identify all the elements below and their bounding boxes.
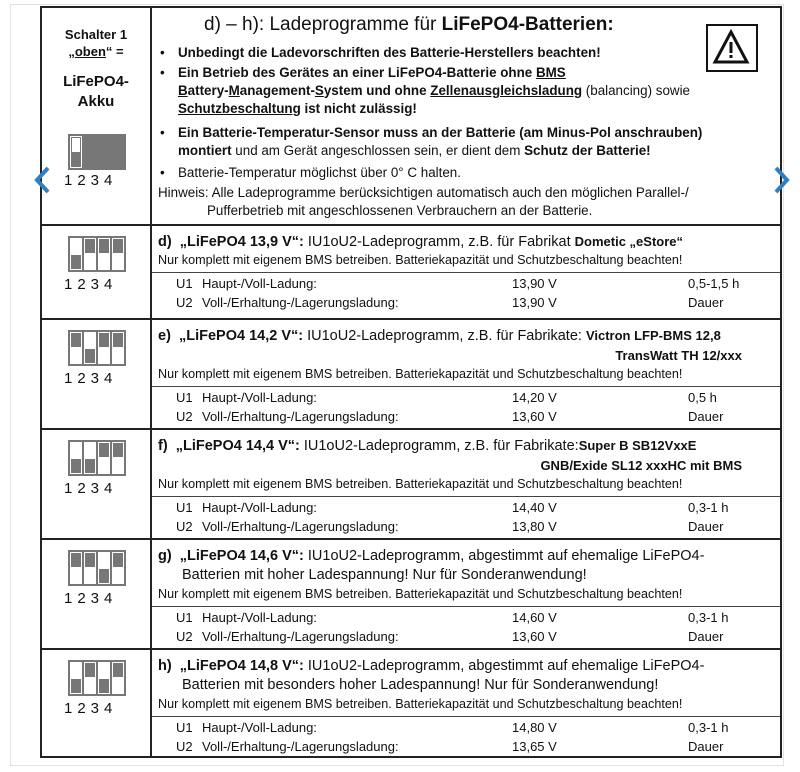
- charging-program-table: [40, 6, 782, 758]
- program-values-table: [152, 272, 780, 313]
- header-row: [42, 8, 780, 226]
- program-note: Nur komplett mit eigenem BMS betreiben. Batteriekapazität und Schutzbeschaltung beachten!: [158, 367, 683, 381]
- stage-duration: 0,3-1 h: [688, 610, 729, 625]
- stage-duration: Dauer: [688, 519, 724, 534]
- dip-cell: [112, 552, 124, 584]
- table-row: [152, 274, 780, 293]
- program-values-table: [152, 496, 780, 537]
- stage-duration: 0,3-1 h: [688, 720, 729, 735]
- program-note: Nur komplett mit eigenem BMS betreiben. Batteriekapazität und Schutzbeschaltung beachten!: [158, 253, 683, 267]
- dip-cell: [70, 552, 82, 584]
- program-desc-2: Batterien mit besonders hoher Ladespannung! Nur für Sonderanwendung!: [182, 677, 659, 693]
- program-content: [152, 320, 780, 428]
- table-row: [152, 517, 780, 536]
- stage-code: U2: [176, 519, 193, 534]
- dip-switch: [68, 236, 126, 272]
- program-content: [152, 540, 780, 648]
- table-row: [152, 388, 780, 407]
- dip-cell: [112, 136, 124, 168]
- stage-voltage: 13,60 V: [512, 629, 557, 644]
- table-row: [152, 498, 780, 517]
- program-note: Nur komplett mit eigenem BMS betreiben. Batteriekapazität und Schutzbeschaltung beachten!: [158, 477, 683, 491]
- dip-switch: [68, 440, 126, 476]
- dip-cell: [98, 662, 110, 694]
- chevron-left-icon[interactable]: [30, 160, 54, 200]
- table-row: [152, 407, 780, 426]
- stage-duration: 0,3-1 h: [688, 500, 729, 515]
- switch-column: [42, 8, 152, 224]
- hinweis-line-2: Pufferbetrieb mit angeschlossenen Verbrauchern an der Batterie.: [207, 203, 593, 218]
- dip-switch: [68, 660, 126, 696]
- dip-cell: [98, 552, 110, 584]
- dip-numbers: 1234: [64, 172, 118, 189]
- program-content: [152, 226, 780, 318]
- program-title: e) „LiFePO4 14,2 V“: IU1oU2-Ladeprogramm, z.B. für Fabrikate: Victron LFP-BMS 12,8: [158, 328, 721, 344]
- bullet-2: • Ein Betrieb des Gerätes an einer LiFePO4-Batterie ohne BMS Battery-Management-System und ohne Zellenausgleichsladung (balancing) sowie Schutzbeschaltung ist nicht zulässig!: [160, 65, 690, 116]
- dip-cell: [112, 662, 124, 694]
- dip-switch: [68, 134, 126, 170]
- table-row: [152, 627, 780, 646]
- dip-cell: [84, 442, 96, 474]
- dip-cell: [98, 136, 110, 168]
- stage-voltage: 14,80 V: [512, 720, 557, 735]
- dip-numbers: 1234: [64, 276, 118, 293]
- switch-column: [42, 320, 152, 428]
- dip-cell: [112, 332, 124, 364]
- dip-cell: [84, 332, 96, 364]
- stage-label: Haupt-/Voll-Ladung:: [202, 720, 317, 735]
- program-desc-2: Batterien mit hoher Ladespannung! Nur für Sonderanwendung!: [182, 567, 587, 583]
- program-note: Nur komplett mit eigenem BMS betreiben. Batteriekapazität und Schutzbeschaltung beachten!: [158, 587, 683, 601]
- chevron-right-icon[interactable]: [770, 160, 794, 200]
- dip-cell: [84, 662, 96, 694]
- dip-cell: [84, 238, 96, 270]
- stage-code: U1: [176, 276, 193, 291]
- header-content: [152, 8, 780, 224]
- dip-cell: [70, 662, 82, 694]
- stage-code: U1: [176, 610, 193, 625]
- stage-voltage: 14,20 V: [512, 390, 557, 405]
- switch-column: [42, 650, 152, 758]
- stage-label: Voll-/Erhaltung-/Lagerungsladung:: [202, 519, 399, 534]
- program-row: [42, 226, 780, 320]
- dip-cell: [70, 332, 82, 364]
- table-row: [152, 608, 780, 627]
- stage-label: Voll-/Erhaltung-/Lagerungsladung:: [202, 739, 399, 754]
- stage-voltage: 13,60 V: [512, 409, 557, 424]
- program-row: [42, 320, 780, 430]
- dip-cell: [112, 238, 124, 270]
- stage-code: U2: [176, 629, 193, 644]
- stage-duration: 0,5 h: [688, 390, 717, 405]
- dip-cell: [84, 552, 96, 584]
- dip-cell: [84, 136, 96, 168]
- program-note: Nur komplett mit eigenem BMS betreiben. Batteriekapazität und Schutzbeschaltung beachten!: [158, 697, 683, 711]
- program-row: [42, 650, 780, 758]
- program-content: [152, 650, 780, 758]
- program-title: g) „LiFePO4 14,6 V“: IU1oU2-Ladeprogramm, abgestimmt auf ehemalige LiFePO4-: [158, 548, 705, 564]
- stage-label: Haupt-/Voll-Ladung:: [202, 390, 317, 405]
- stage-voltage: 13,80 V: [512, 519, 557, 534]
- stage-label: Haupt-/Voll-Ladung:: [202, 610, 317, 625]
- dip-cell: [98, 332, 110, 364]
- dip-cell: [70, 442, 82, 474]
- stage-label: Haupt-/Voll-Ladung:: [202, 500, 317, 515]
- table-row: [152, 737, 780, 756]
- program-values-table: [152, 606, 780, 647]
- stage-code: U1: [176, 500, 193, 515]
- stage-voltage: 13,65 V: [512, 739, 557, 754]
- dip-cell: [98, 238, 110, 270]
- stage-duration: Dauer: [688, 295, 724, 310]
- switch-label: Schalter 1 „oben“ =: [64, 27, 128, 59]
- dip-cell: [70, 238, 82, 270]
- switch-column: [42, 226, 152, 318]
- stage-voltage: 14,60 V: [512, 610, 557, 625]
- stage-voltage: 14,40 V: [512, 500, 557, 515]
- stage-code: U1: [176, 390, 193, 405]
- dip-cell: [70, 136, 82, 168]
- program-title: d) „LiFePO4 13,9 V“: IU1oU2-Ladeprogramm, z.B. für Fabrikat Dometic „eStore“: [158, 234, 684, 250]
- program-row: [42, 430, 780, 540]
- akku-label: LiFePO4- Akku: [63, 73, 129, 110]
- program-values-table: [152, 716, 780, 757]
- stage-code: U2: [176, 409, 193, 424]
- switch-column: [42, 540, 152, 648]
- hinweis-line-1: Hinweis: Alle Ladeprogramme berücksichtigen automatisch auch den möglichen Parallel-/: [158, 185, 689, 200]
- stage-code: U1: [176, 720, 193, 735]
- page-title: d) – h): Ladeprogramme für LiFePO4-Batterien:: [204, 14, 614, 35]
- dip-cell: [98, 442, 110, 474]
- stage-duration: Dauer: [688, 409, 724, 424]
- dip-numbers: 1234: [64, 590, 118, 607]
- table-row: [152, 293, 780, 312]
- stage-code: U2: [176, 295, 193, 310]
- bullet-1: • Unbedingt die Ladevorschriften des Batterie-Herstellers beachten!: [160, 45, 601, 60]
- stage-duration: Dauer: [688, 739, 724, 754]
- dip-switch: [68, 330, 126, 366]
- program-title: f) „LiFePO4 14,4 V“: IU1oU2-Ladeprogramm, z.B. für Fabrikate:Super B SB12VxxE: [158, 438, 697, 454]
- stage-label: Haupt-/Voll-Ladung:: [202, 276, 317, 291]
- stage-code: U2: [176, 739, 193, 754]
- stage-label: Voll-/Erhaltung-/Lagerungsladung:: [202, 409, 399, 424]
- program-values-table: [152, 386, 780, 427]
- program-row: [42, 540, 780, 650]
- dip-switch: [68, 550, 126, 586]
- stage-label: Voll-/Erhaltung-/Lagerungsladung:: [202, 295, 399, 310]
- stage-label: Voll-/Erhaltung-/Lagerungsladung:: [202, 629, 399, 644]
- dip-numbers: 1234: [64, 370, 118, 387]
- dip-numbers: 1234: [64, 700, 118, 717]
- switch-column: [42, 430, 152, 538]
- stage-duration: Dauer: [688, 629, 724, 644]
- dip-numbers: 1234: [64, 480, 118, 497]
- stage-voltage: 13,90 V: [512, 295, 557, 310]
- program-content: [152, 430, 780, 538]
- stage-voltage: 13,90 V: [512, 276, 557, 291]
- program-title: h) „LiFePO4 14,8 V“: IU1oU2-Ladeprogramm, abgestimmt auf ehemalige LiFePO4-: [158, 658, 705, 674]
- bullet-4: • Batterie-Temperatur möglichst über 0° C halten.: [160, 165, 461, 180]
- stage-duration: 0,5-1,5 h: [688, 276, 740, 291]
- table-row: [152, 718, 780, 737]
- program-maker-2: TransWatt TH 12/xxx: [615, 348, 742, 363]
- dip-cell: [112, 442, 124, 474]
- bullet-3: • Ein Batterie-Temperatur-Sensor muss an der Batterie (am Minus-Pol anschrauben) montiert und am Gerät angeschlossen sein, er dient dem Schutz der Batterie!: [160, 125, 703, 158]
- program-maker-2: GNB/Exide SL12 xxxHC mit BMS: [540, 458, 742, 473]
